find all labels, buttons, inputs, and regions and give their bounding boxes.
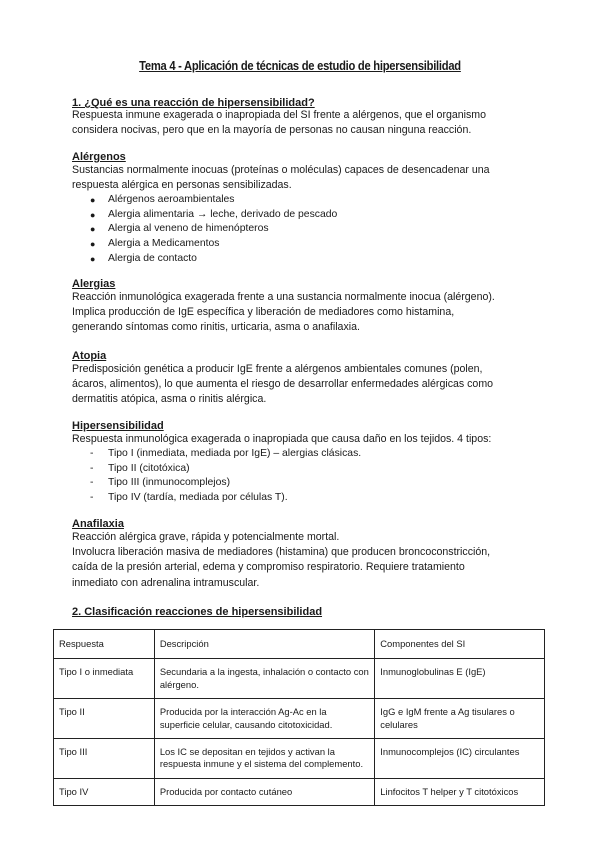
list-item: ● Alergia alimentaria → leche, derivado de pescado: [108, 208, 337, 223]
table-cell: Tipo I o inmediata: [54, 659, 155, 699]
paragraph-reaccion: [72, 108, 532, 138]
page-title: Tema 4 - Aplicación de técnicas de estudio de hipersensibilidad: [139, 58, 461, 73]
text-line: inmediato con adrenalina intramuscular.: [72, 576, 260, 589]
table-row: [54, 778, 545, 805]
table-cell: Los IC se depositan en tejidos y activan la respuesta inmune y el sistema del complemento.: [154, 739, 374, 779]
paragraph-atopia: [72, 362, 532, 408]
section-heading-reaccion: 1. ¿Qué es una reacción de hipersensibilidad?: [72, 97, 315, 109]
table-row: [54, 659, 545, 699]
list-item: ● Alergia al veneno de himenópteros: [108, 222, 269, 237]
table-cell: Secundaria a la ingesta, inhalación o contacto con alérgeno.: [154, 659, 374, 699]
column-header: Componentes del SI: [375, 630, 545, 659]
column-header: Descripción: [154, 630, 374, 659]
text-line: Sustancias normalmente inocuas (proteínas o moléculas) capaces de desencadenar una: [72, 164, 490, 176]
text-line: Involucra liberación masiva de mediadores (histamina) que producen broncoconstricción,: [72, 546, 491, 559]
table-cell: Linfocitos T helper y T citotóxicos: [375, 778, 545, 805]
list-item: ● Alergia de contacto: [108, 252, 197, 267]
text-line: generando síntomas como rinitis, urticaria, asma o anafilaxia.: [72, 321, 360, 334]
section-heading-atopia: Atopia: [72, 350, 107, 362]
list-item: - Tipo II (citotóxica): [108, 462, 190, 477]
text-line: Respuesta inmunológica exagerada o inapropiada que causa daño en los tejidos. 4 tipos:: [72, 433, 492, 445]
text-line: Respuesta inmune exagerada o inapropiada del SI frente a alérgenos, que el organismo: [72, 109, 487, 121]
bullet-icon: ●: [90, 195, 96, 205]
text-line: Reacción alérgica grave, rápida y potencialmente mortal.: [72, 531, 340, 543]
table-cell: Tipo II: [54, 699, 155, 739]
section-heading-anafilaxia: Anafilaxia: [72, 518, 124, 530]
classification-table: [53, 629, 545, 806]
dash-icon: -: [90, 477, 94, 489]
dash-icon: -: [90, 448, 94, 459]
section-heading-clasificacion: 2. Clasificación reacciones de hipersensibilidad: [72, 606, 323, 618]
bullet-icon: ●: [90, 209, 96, 220]
table-header-row: [54, 630, 545, 659]
paragraph-hipersensibilidad: [72, 432, 532, 447]
text-line: Reacción inmunológica exagerada frente a una sustancia normalmente inocua (alérgeno).: [72, 291, 495, 303]
section-heading-hipersensibilidad: Hipersensibilidad: [72, 420, 164, 432]
table-cell: Inmunocomplejos (IC) circulantes: [375, 739, 545, 779]
table-cell: Tipo III: [54, 739, 155, 779]
table-cell: Producida por contacto cutáneo: [154, 778, 374, 805]
text-line: Predisposición genética a producir IgE frente a alérgenos ambientales comunes (polen,: [72, 363, 483, 375]
table-row: [54, 699, 545, 739]
paragraph-anafilaxia: [72, 530, 532, 591]
list-item: ● Alergia a Medicamentos: [108, 237, 219, 252]
text-line: caída de la presión arterial, edema y compromiso respiratorio. Requiere tratamiento: [72, 561, 465, 574]
table-row: [54, 739, 545, 779]
section-heading-alergias: Alergias: [72, 278, 116, 290]
text-line: Implica producción de IgE específica y liberación de mediadores como histamina,: [72, 306, 455, 319]
bullet-icon: ●: [90, 224, 96, 235]
text-line: respuesta alérgica en personas sensibilizadas.: [72, 179, 292, 192]
dash-icon: -: [90, 492, 94, 504]
paragraph-alergenos: [72, 163, 532, 193]
dash-icon: -: [90, 462, 94, 474]
section-heading-alergenos: Alérgenos: [72, 151, 126, 163]
bullet-icon: ●: [90, 253, 96, 264]
table-cell: Producida por la interacción Ag-Ac en la superficie celular, causando citotoxicidad.: [154, 699, 374, 739]
list-item: ● Alérgenos aeroambientales: [108, 193, 235, 208]
list-item: - Tipo III (inmunocomplejos): [108, 476, 230, 491]
column-header: Respuesta: [54, 630, 155, 659]
text-line: considera nocivas, pero que en la mayoría de personas no causan ninguna reacción.: [72, 124, 472, 137]
table-cell: Tipo IV: [54, 778, 155, 805]
text-line: ácaros, alimentos), lo que aumenta el riesgo de desarrollar enfermedades alérgicas como: [72, 378, 494, 391]
list-item: - Tipo I (inmediata, mediada por IgE) – alergias clásicas.: [108, 447, 361, 462]
text-line: dermatitis atópica, asma o rinitis alérgica.: [72, 393, 267, 406]
bullet-icon: ●: [90, 239, 96, 250]
table-cell: Inmunoglobulinas E (IgE): [375, 659, 545, 699]
paragraph-alergias: [72, 290, 532, 336]
table-cell: IgG e IgM frente a Ag tisulares o celulares: [375, 699, 545, 739]
list-item: - Tipo IV (tardía, mediada por células T).: [108, 491, 288, 506]
